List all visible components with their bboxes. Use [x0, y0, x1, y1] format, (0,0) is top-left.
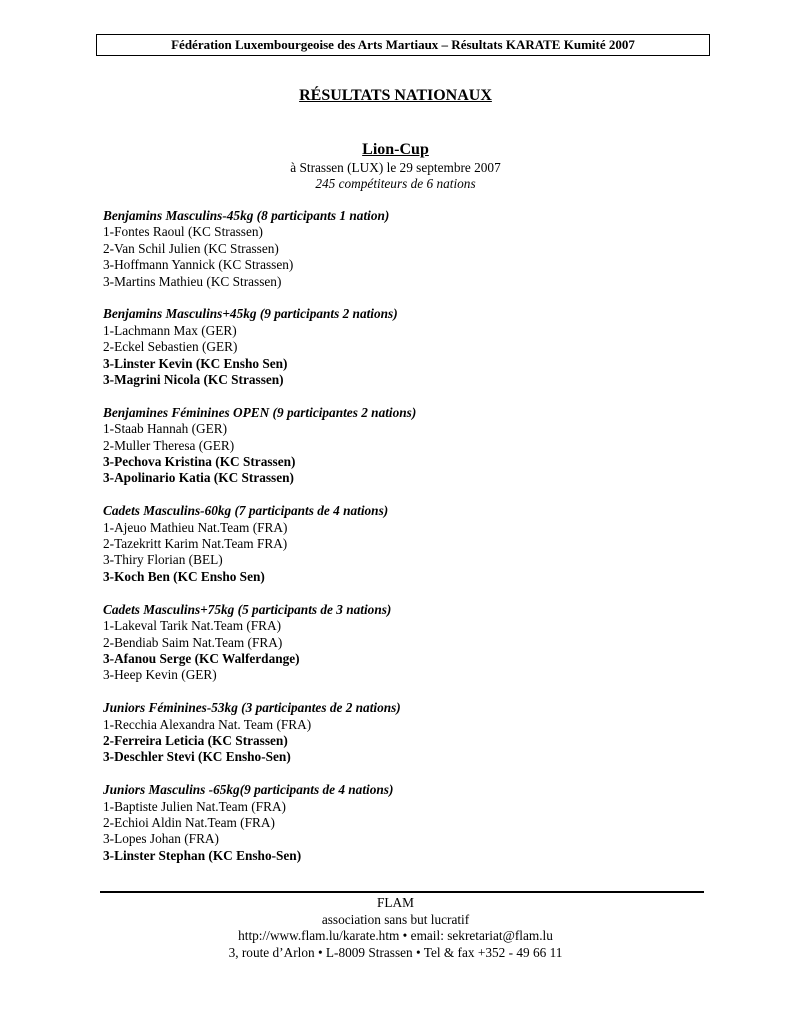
result-entry: 3-Thiry Florian (BEL)	[103, 552, 223, 568]
footer-subtitle: association sans but lucratif	[321, 911, 470, 927]
category-title: Benjamines Féminines OPEN (9 participantes 2 nations)	[103, 404, 417, 420]
result-entry: 3-Deschler Stevi (KC Ensho-Sen)	[103, 749, 291, 765]
event-name: Lion-Cup	[362, 141, 429, 158]
category-title: Cadets Masculins+75kg (5 participants de 3 nations)	[103, 601, 392, 617]
result-entry: 1-Ajeuo Mathieu Nat.Team (FRA)	[103, 519, 288, 535]
page-title: RÉSULTATS NATIONAUX	[299, 87, 492, 104]
results-list	[103, 208, 703, 881]
result-entry: 3-Martins Mathieu (KC Strassen)	[103, 273, 282, 289]
result-entry: 2-Muller Theresa (GER)	[103, 437, 235, 453]
category-title: Cadets Masculins-60kg (7 participants de 4 nations)	[103, 503, 389, 519]
result-entry: 3-Lopes Johan (FRA)	[103, 831, 219, 847]
category-title: Benjamins Masculins-45kg (8 participants 1 nation)	[103, 208, 390, 223]
result-entry: 3-Magrini Nicola (KC Strassen)	[103, 372, 284, 388]
header-title: Fédération Luxembourgeoise des Arts Martiaux – Résultats KARATE Kumité 2007	[171, 37, 635, 52]
category-title: Juniors Masculins -65kg(9 participants de 4 nations)	[103, 782, 394, 798]
result-entry: 3-Pechova Kristina (KC Strassen)	[103, 454, 296, 470]
category-title: Benjamins Masculins+45kg (9 participants 2 nations)	[103, 306, 398, 322]
result-category	[103, 782, 703, 864]
result-category	[103, 503, 703, 585]
result-entry: 1-Recchia Alexandra Nat. Team (FRA)	[103, 716, 312, 732]
result-entry: 3-Heep Kevin (GER)	[103, 667, 217, 683]
result-entry: 3-Hoffmann Yannick (KC Strassen)	[103, 257, 294, 273]
document-footer	[0, 895, 791, 961]
result-entry: 3-Linster Stephan (KC Ensho-Sen)	[103, 847, 302, 863]
result-category	[103, 306, 703, 388]
footer-contact: http://www.flam.lu/karate.htm • email: sekretariat@flam.lu	[238, 928, 553, 943]
result-entry: 2-Eckel Sebastien (GER)	[103, 339, 238, 355]
footer-divider	[100, 891, 704, 893]
result-entry: 2-Tazekritt Karim Nat.Team FRA)	[103, 536, 288, 552]
result-entry: 2-Bendiab Saim Nat.Team (FRA)	[103, 634, 283, 650]
result-category	[103, 602, 703, 684]
document-header	[96, 34, 710, 56]
category-title: Juniors Féminines-53kg (3 participantes de 2 nations)	[103, 700, 401, 716]
result-entry: 3-Linster Kevin (KC Ensho Sen)	[103, 355, 288, 371]
result-category	[103, 700, 703, 766]
result-entry: 3-Afanou Serge (KC Walferdange)	[103, 650, 300, 666]
footer-org: FLAM	[377, 895, 414, 910]
result-entry: 1-Staab Hannah (GER)	[103, 421, 228, 437]
result-entry: 1-Lakeval Tarik Nat.Team (FRA)	[103, 618, 282, 634]
event-stats: 245 compétiteurs de 6 nations	[315, 176, 476, 191]
result-entry: 2-Echioi Aldin Nat.Team (FRA)	[103, 814, 275, 830]
result-category	[103, 405, 703, 487]
result-entry: 3-Apolinario Katia (KC Strassen)	[103, 470, 294, 486]
event-location-date: à Strassen (LUX) le 29 septembre 2007	[290, 160, 501, 175]
result-entry: 2-Ferreira Leticia (KC Strassen)	[103, 732, 288, 748]
result-entry: 3-Koch Ben (KC Ensho Sen)	[103, 568, 265, 584]
result-entry: 1-Fontes Raoul (KC Strassen)	[103, 224, 263, 240]
result-entry: 1-Lachmann Max (GER)	[103, 322, 237, 338]
result-entry: 2-Van Schil Julien (KC Strassen)	[103, 240, 279, 256]
result-entry: 1-Baptiste Julien Nat.Team (FRA)	[103, 798, 286, 814]
footer-address: 3, route d’Arlon • L-8009 Strassen • Tel & fax +352 - 49 66 11	[228, 944, 563, 960]
result-category	[103, 208, 703, 290]
